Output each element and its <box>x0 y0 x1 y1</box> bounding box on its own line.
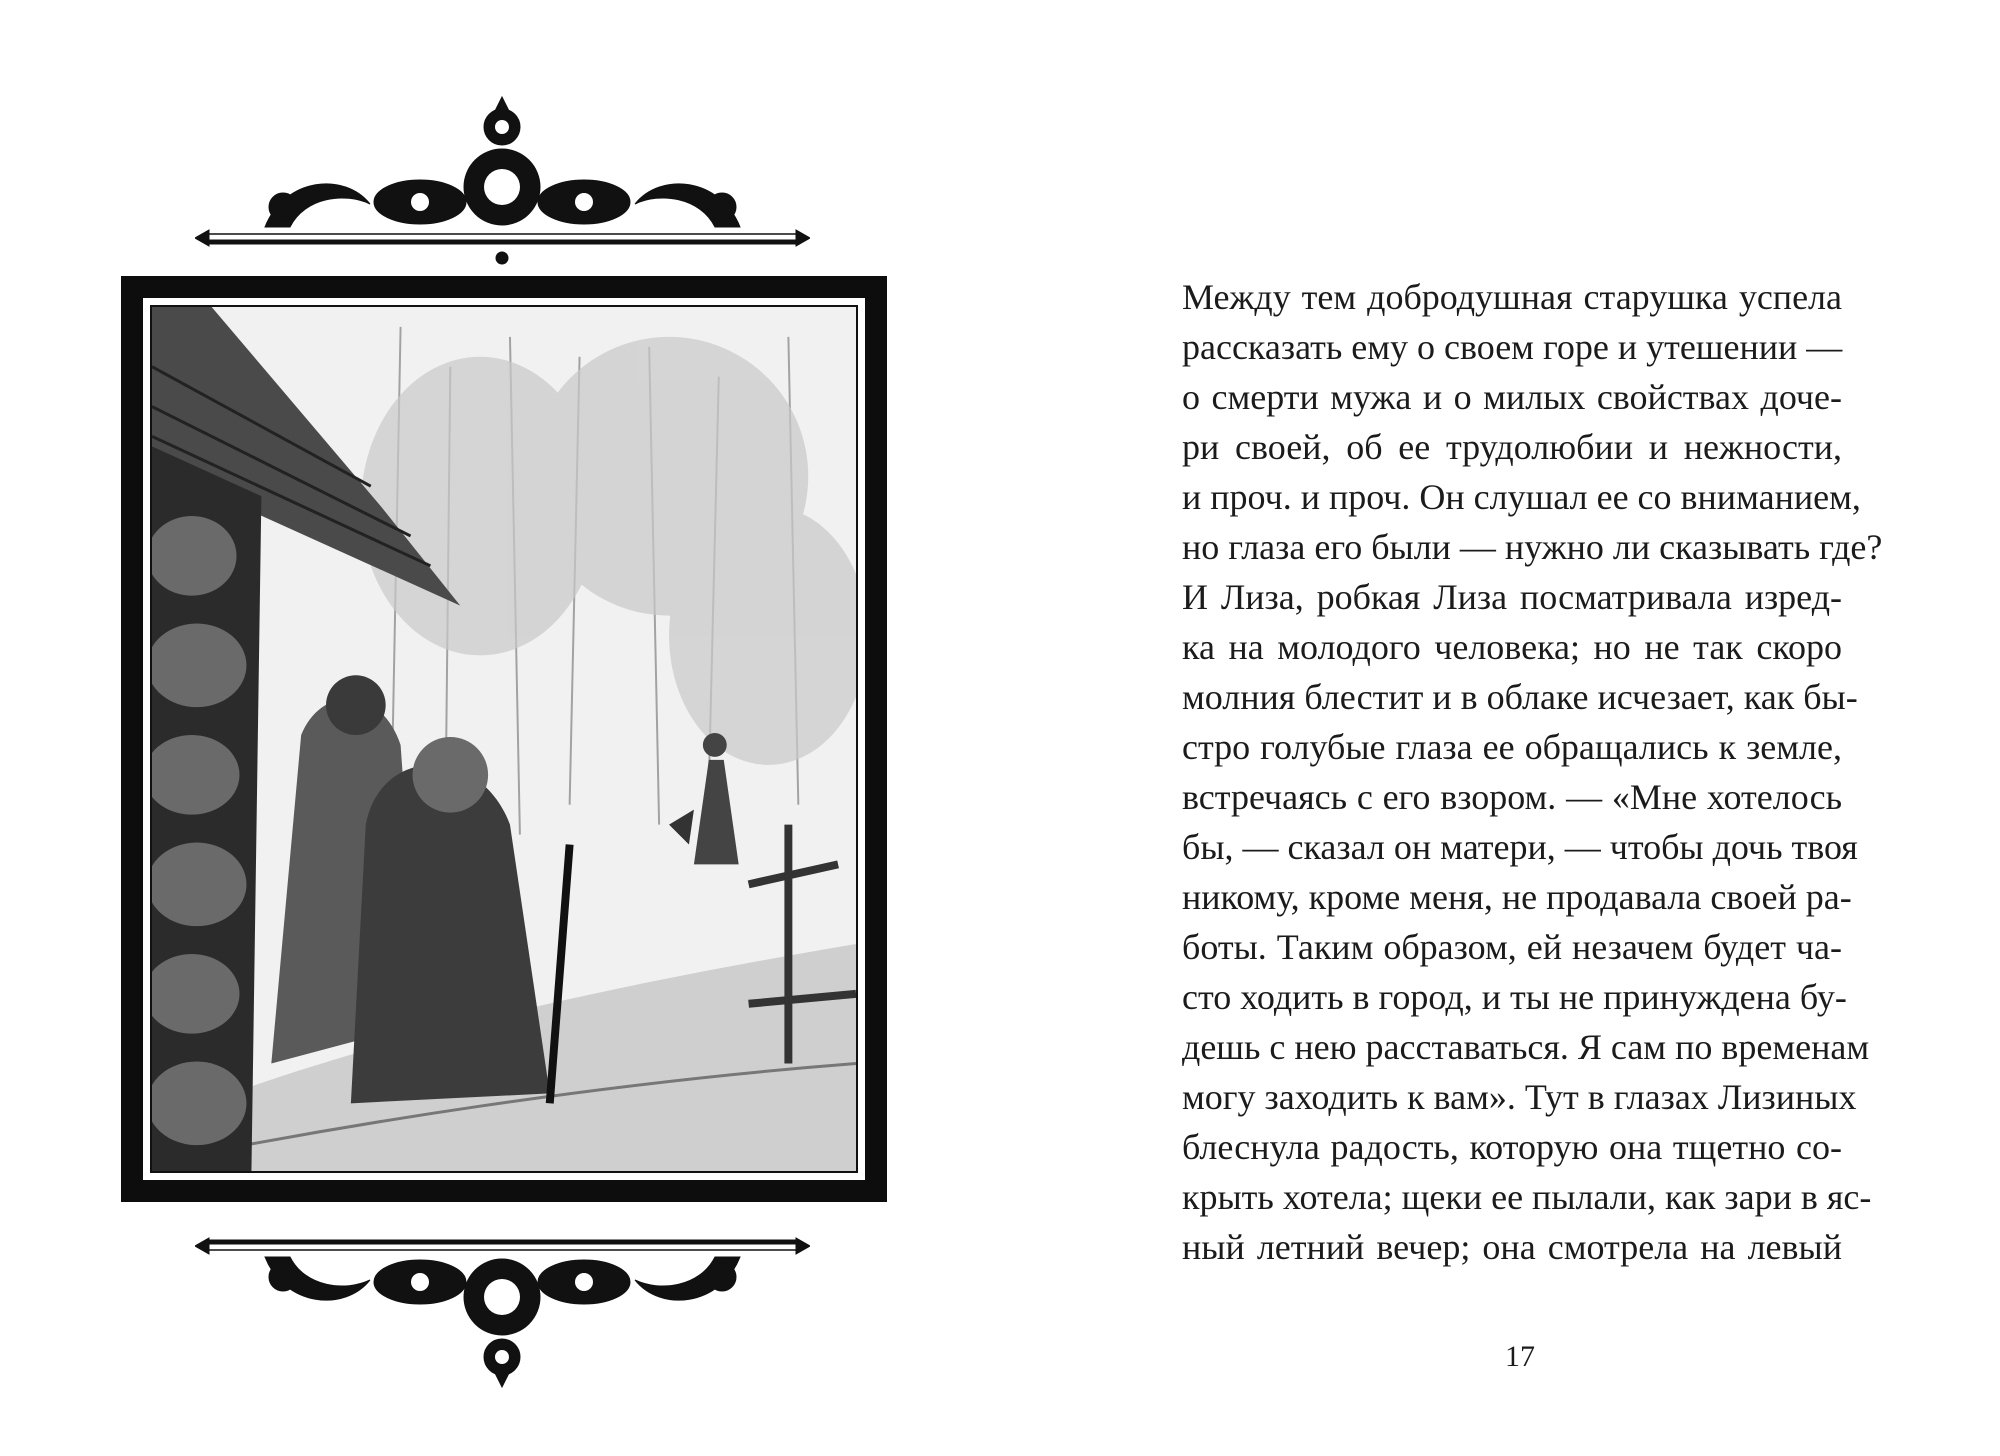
text-line: боты. Таким образом, ей незачем будет ча- <box>1182 927 1842 967</box>
text-line: рассказать ему о своем горе и утешении — <box>1182 327 1843 367</box>
text-line: молния блестит и в облаке исчезает, как бы- <box>1182 677 1858 717</box>
illustration <box>150 305 858 1173</box>
text-line: блеснула радость, которую она тщетно со- <box>1182 1127 1842 1167</box>
text-line: никому, кроме меня, не продавала своей ра- <box>1182 877 1852 917</box>
text-line: ри своей, об ее трудолюбии и нежности, <box>1182 427 1842 467</box>
text-line: крыть хотела; щеки ее пылали, как зари в яс- <box>1182 1177 1872 1217</box>
text-line: могу заходить к вам». Тут в глазах Лизиных <box>1182 1077 1857 1117</box>
text-line: но глаза его были — нужно ли сказывать где? <box>1182 527 1883 567</box>
text-line: сто ходить в город, и ты не принуждена бу- <box>1182 977 1847 1017</box>
text-line: ный летний вечер; она смотрела на левый <box>1182 1227 1842 1267</box>
page-number: 17 <box>1505 1340 1535 1373</box>
text-line: Между тем добродушная старушка успела <box>1182 277 1842 317</box>
text-line: и проч. и проч. Он слушал ее со вниманием, <box>1182 477 1861 517</box>
top-ornament <box>195 92 810 272</box>
text-line: о смерти мужа и о милых свойствах доче- <box>1182 377 1842 417</box>
text-line: бы, — сказал он матери, — чтобы дочь твоя <box>1182 827 1858 867</box>
text-line: ка на молодого человека; но не так скоро <box>1182 627 1842 667</box>
text-line: И Лиза, робкая Лиза посматривала изред- <box>1182 577 1842 617</box>
bottom-ornament <box>195 1212 810 1392</box>
text-line: стро голубые глаза ее обращались к земле, <box>1182 727 1842 767</box>
text-line: встречаясь с его взором. — «Мне хотелось <box>1182 777 1842 817</box>
body-text <box>1182 272 1883 1272</box>
text-line: дешь с нею расставаться. Я сам по временам <box>1182 1027 1870 1067</box>
